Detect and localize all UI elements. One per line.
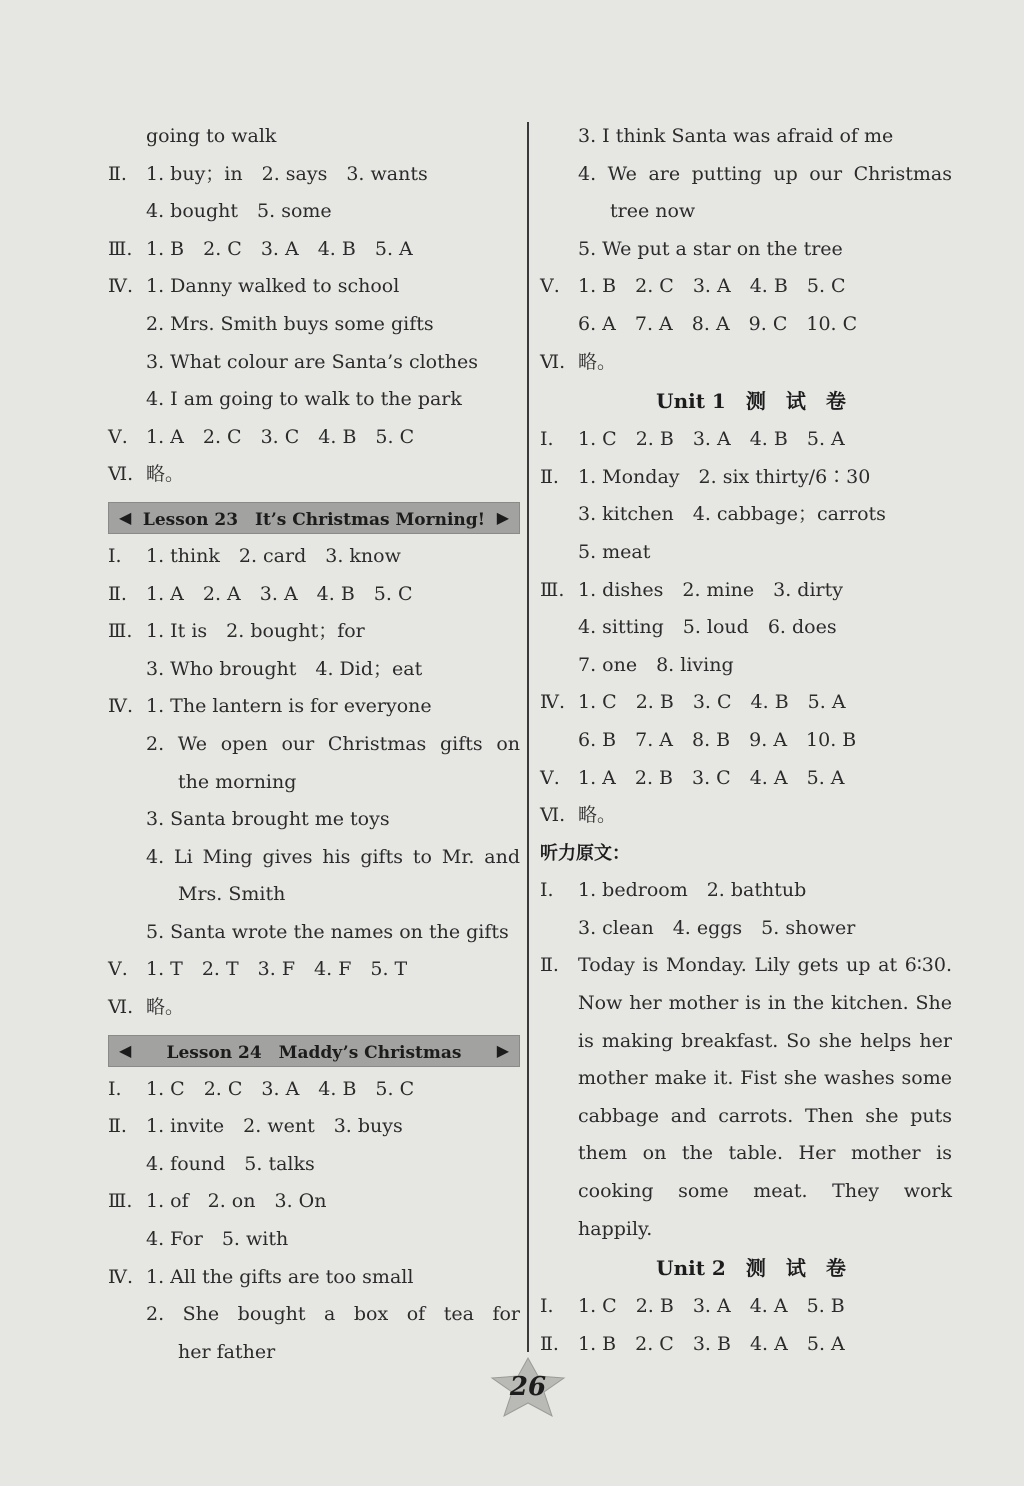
section-ii-line: Ⅱ. 1. Monday 2. six thirty/6∶30: [540, 459, 952, 497]
triangle-right-icon: ▶: [496, 507, 509, 527]
section-iii-line: Ⅲ. 1. dishes 2. mine 3. dirty: [540, 572, 952, 610]
section-vi-line: Ⅵ. 略。: [108, 989, 520, 1027]
section-ii-line: Ⅱ. Today is Monday. Lily gets up at 6∶30.: [540, 947, 952, 985]
section-number: Ⅲ.: [108, 1190, 133, 1213]
section-number: Ⅲ.: [108, 237, 133, 260]
section-number: Ⅵ.: [108, 996, 134, 1019]
right-column: [540, 118, 952, 1363]
section-number: Ⅵ.: [540, 804, 566, 827]
section-number: Ⅴ.: [108, 958, 128, 981]
section-i-line: Ⅰ. 1. C 2. B 3. A 4. B 5. A: [540, 421, 952, 459]
left-column: [108, 118, 520, 1371]
section-number: Ⅱ.: [108, 162, 127, 185]
answer-line: 2. She bought a box of tea for: [146, 1303, 520, 1326]
section-vi-line: Ⅵ. 略。: [540, 344, 952, 382]
section-ii-line: Ⅱ. 1. invite 2. went 3. buys: [108, 1108, 520, 1146]
answer-line: 4. Li Ming gives his gifts to Mr. and: [146, 845, 520, 868]
listening-script-heading: 听力原文：: [540, 842, 630, 864]
section-number: Ⅰ.: [540, 879, 554, 902]
section-number: Ⅱ.: [108, 582, 127, 605]
script-line: happily.: [578, 1217, 653, 1240]
section-number: Ⅵ.: [108, 463, 134, 486]
column-divider: [527, 122, 529, 1352]
section-i-line: Ⅰ. 1. C 2. C 3. A 4. B 5. C: [108, 1071, 520, 1109]
script-line: cooking some meat. They work: [578, 1180, 952, 1203]
section-number: Ⅵ.: [540, 350, 566, 373]
answer-line: 3. I think Santa was afraid of me: [578, 125, 894, 147]
triangle-left-icon: ◀: [119, 1040, 132, 1060]
section-ii-line: Ⅱ. 1. A 2. A 3. A 4. B 5. C: [108, 576, 520, 614]
section-number: Ⅱ.: [540, 954, 559, 977]
unit-2-test-heading: Unit 2 测 试 卷: [656, 1256, 846, 1281]
page-number-badge: [488, 1356, 568, 1418]
answer-line: 5. We put a star on the tree: [578, 237, 843, 260]
section-vi-line: Ⅵ. 略。: [540, 797, 952, 835]
answer-line: tree now: [610, 200, 696, 223]
script-line: is making breakfast. So she helps her: [578, 1029, 952, 1052]
section-number: Ⅰ.: [540, 428, 554, 451]
section-number: Ⅳ.: [108, 695, 134, 718]
answer-line: 4. found 5. talks: [146, 1152, 315, 1175]
answer-line: 3. Santa brought me toys: [146, 808, 390, 831]
lesson-23-banner: [108, 502, 520, 534]
answer-line: 4. For 5. with: [146, 1228, 289, 1251]
section-iv-line: Ⅳ. 1. All the gifts are too small: [108, 1259, 520, 1297]
section-vi-line: Ⅵ. 略。: [108, 456, 520, 494]
lesson-24-banner: [108, 1035, 520, 1067]
section-v-line: Ⅴ. 1. A 2. B 3. C 4. A 5. A: [540, 760, 952, 798]
section-iii-line: Ⅲ. 1. B 2. C 3. A 4. B 5. A: [108, 231, 520, 269]
answer-line: 3. Who brought 4. Did；eat: [146, 657, 423, 680]
section-number: Ⅱ.: [540, 465, 559, 488]
script-line: mother make it. Fist she washes some: [578, 1067, 952, 1090]
section-ii-line: Ⅱ. 1. B 2. C 3. B 4. A 5. A: [540, 1326, 952, 1364]
section-iv-line: Ⅳ. 1. C 2. B 3. C 4. B 5. A: [540, 684, 952, 722]
section-number: Ⅰ.: [108, 544, 122, 567]
answer-line: the morning: [178, 770, 297, 793]
answer-line: 3. What colour are Santa’s clothes: [146, 350, 478, 373]
answer-line: 3. clean 4. eggs 5. shower: [578, 916, 856, 939]
answer-line: Mrs. Smith: [178, 883, 286, 906]
section-number: Ⅳ.: [108, 275, 134, 298]
section-number: Ⅰ.: [540, 1295, 554, 1318]
section-ii-line: Ⅱ. 1. buy；in 2. says 3. wants: [108, 156, 520, 194]
section-i-line: Ⅰ. 1. C 2. B 3. A 4. A 5. B: [540, 1288, 952, 1326]
answer-line: 2. We open our Christmas gifts on: [146, 732, 520, 755]
section-number: Ⅱ.: [540, 1332, 559, 1355]
section-number: Ⅰ.: [108, 1077, 122, 1100]
triangle-left-icon: ◀: [119, 507, 132, 527]
script-line: them on the table. Her mother is: [578, 1142, 952, 1165]
section-v-line: Ⅴ. 1. T 2. T 3. F 4. F 5. T: [108, 951, 520, 989]
section-v-line: Ⅴ. 1. A 2. C 3. C 4. B 5. C: [108, 419, 520, 457]
lesson-title: Lesson 24 Maddy’s Christmas: [166, 1043, 462, 1064]
section-iv-line: Ⅳ. 1. The lantern is for everyone: [108, 688, 520, 726]
section-number: Ⅴ.: [540, 766, 560, 789]
section-i-line: Ⅰ. 1. bedroom 2. bathtub: [540, 872, 952, 910]
answer-line: her father: [178, 1340, 276, 1363]
answer-line: 6. A 7. A 8. A 9. C 10. C: [578, 312, 858, 335]
answer-line: 7. one 8. living: [578, 653, 734, 676]
section-number: Ⅱ.: [108, 1115, 127, 1138]
section-number: Ⅲ.: [108, 620, 133, 643]
answer-line: 2. Mrs. Smith buys some gifts: [146, 312, 434, 335]
triangle-right-icon: ▶: [496, 1040, 509, 1060]
section-number: Ⅳ.: [108, 1265, 134, 1288]
answer-line: 5. meat: [578, 540, 651, 563]
answer-line: 4. We are putting up our Christmas: [578, 162, 952, 185]
section-i-line: Ⅰ. 1. think 2. card 3. know: [108, 538, 520, 576]
answer-line: 6. B 7. A 8. B 9. A 10. B: [578, 728, 857, 751]
lesson-title: Lesson 23 It’s Christmas Morning!: [142, 510, 486, 531]
section-number: Ⅴ.: [540, 275, 560, 298]
script-line: cabbage and carrots. Then she puts: [578, 1104, 952, 1127]
answer-line: 4. sitting 5. loud 6. does: [578, 616, 837, 639]
section-iv-line: Ⅳ. 1. Danny walked to school: [108, 268, 520, 306]
page-number: 26: [509, 1372, 547, 1402]
section-iii-line: Ⅲ. 1. It is 2. bought；for: [108, 613, 520, 651]
unit-1-test-heading: Unit 1 测 试 卷: [656, 389, 846, 414]
answer-line: 4. bought 5. some: [146, 200, 332, 223]
section-iii-line: Ⅲ. 1. of 2. on 3. On: [108, 1183, 520, 1221]
script-line: Now her mother is in the kitchen. She: [578, 992, 952, 1015]
section-number: Ⅴ.: [108, 425, 128, 448]
section-v-line: Ⅴ. 1. B 2. C 3. A 4. B 5. C: [540, 268, 952, 306]
answer-line: going to walk: [146, 125, 277, 147]
section-number: Ⅲ.: [540, 578, 565, 601]
answer-line: 4. I am going to walk to the park: [146, 388, 462, 411]
answer-line: 3. kitchen 4. cabbage；carrots: [578, 503, 886, 526]
section-number: Ⅳ.: [540, 691, 566, 714]
answer-line: 5. Santa wrote the names on the gifts: [146, 920, 509, 943]
